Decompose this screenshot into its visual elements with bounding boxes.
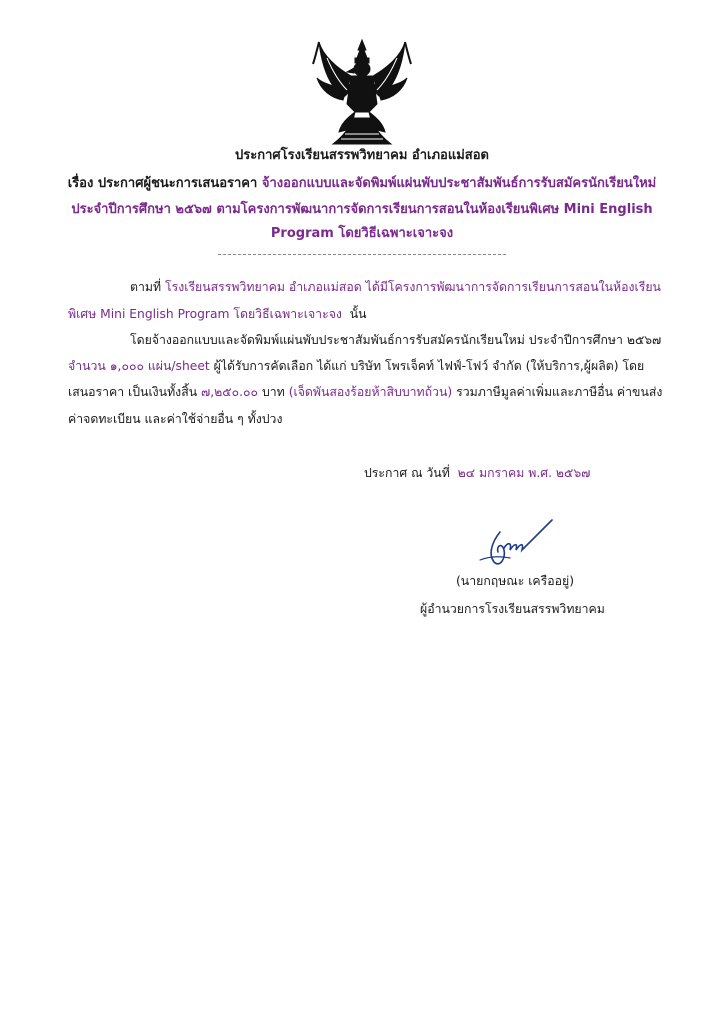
body-line-4: [68, 357, 644, 376]
price-amount: ๗,๒๕๐.๐๐: [201, 385, 259, 399]
price-unit: บาท: [261, 385, 285, 399]
divider: [218, 254, 506, 255]
subject-label: เรื่อง ประกาศผู้ชนะการเสนอราคา: [67, 176, 258, 191]
subject-text-1: จ้างออกแบบและจัดพิมพ์แผ่นพับประชาสัมพันธ์การรับสมัครนักเรียนใหม่: [261, 176, 657, 191]
announcement-title: ประกาศโรงเรียนสรรพวิทยาคม อำเภอแม่สอด: [235, 148, 489, 163]
body-line-1: [130, 278, 661, 297]
body-line-2: [68, 305, 367, 324]
p1-line2-suffix: นั้น: [349, 307, 367, 321]
p1-prefix: ตามที่: [130, 280, 162, 294]
signer-name: (นายกฤษณะ เครืออยู่): [456, 574, 575, 588]
handwritten-signature: [470, 512, 560, 570]
p1-line2-highlight: พิเศษ Mini English Program โดยวิธีเฉพาะเจาะจง: [68, 307, 342, 321]
announcement-date: ๒๔ มกราคม พ.ศ. ๒๕๖๗: [457, 466, 591, 480]
p2-line2-suffix: ผู้ได้รับการคัดเลือก ได้แก่ บริษัท โพรเจ็คท์ ไฟฟ์-โฟว์ จำกัด (ให้บริการ,ผู้ผลิต) โดย: [213, 359, 645, 373]
announcement-date-line: [364, 464, 590, 483]
p1-highlight: โรงเรียนสรรพวิทยาคม อำเภอแม่สอด ได้มีโครงการพัฒนาการจัดการเรียนการสอนในห้องเรียน: [165, 280, 661, 294]
p2-line3-prefix: เสนอราคา เป็นเงินทั้งสิ้น: [68, 385, 198, 399]
p2-line2-highlight: จำนวน ๑,๐๐๐ แผ่น/sheet: [68, 359, 210, 373]
p2-line3-suffix: รวมภาษีมูลค่าเพิ่มและภาษีอื่น ค่าขนส่ง: [456, 385, 663, 399]
body-line-3: โดยจ้างออกแบบและจัดพิมพ์แผ่นพับประชาสัมพันธ์การรับสมัครนักเรียนใหม่ ประจำปีการศึกษา ๒๕๖๗: [130, 333, 662, 347]
subject-line-3: Program โดยวิธีเฉพาะเจาะจง: [270, 226, 454, 241]
body-line-6: ค่าจดทะเบียน และค่าใช้จ่ายอื่น ๆ ทั้งปวง: [68, 412, 283, 426]
body-line-5: [68, 383, 662, 402]
signer-position: ผู้อำนวยการโรงเรียนสรรพวิทยาคม: [420, 602, 605, 616]
date-prefix: ประกาศ ณ วันที่: [364, 466, 450, 480]
garuda-emblem-icon: [311, 38, 413, 146]
subject-line-1: [0, 172, 724, 193]
subject-line-2: ประจำปีการศึกษา ๒๕๖๗ ตามโครงการพัฒนาการจัดการเรียนการสอนในห้องเรียนพิเศษ Mini English: [71, 202, 653, 217]
price-in-words: (เจ็ดพันสองร้อยห้าสิบบาทถ้วน): [288, 385, 453, 399]
